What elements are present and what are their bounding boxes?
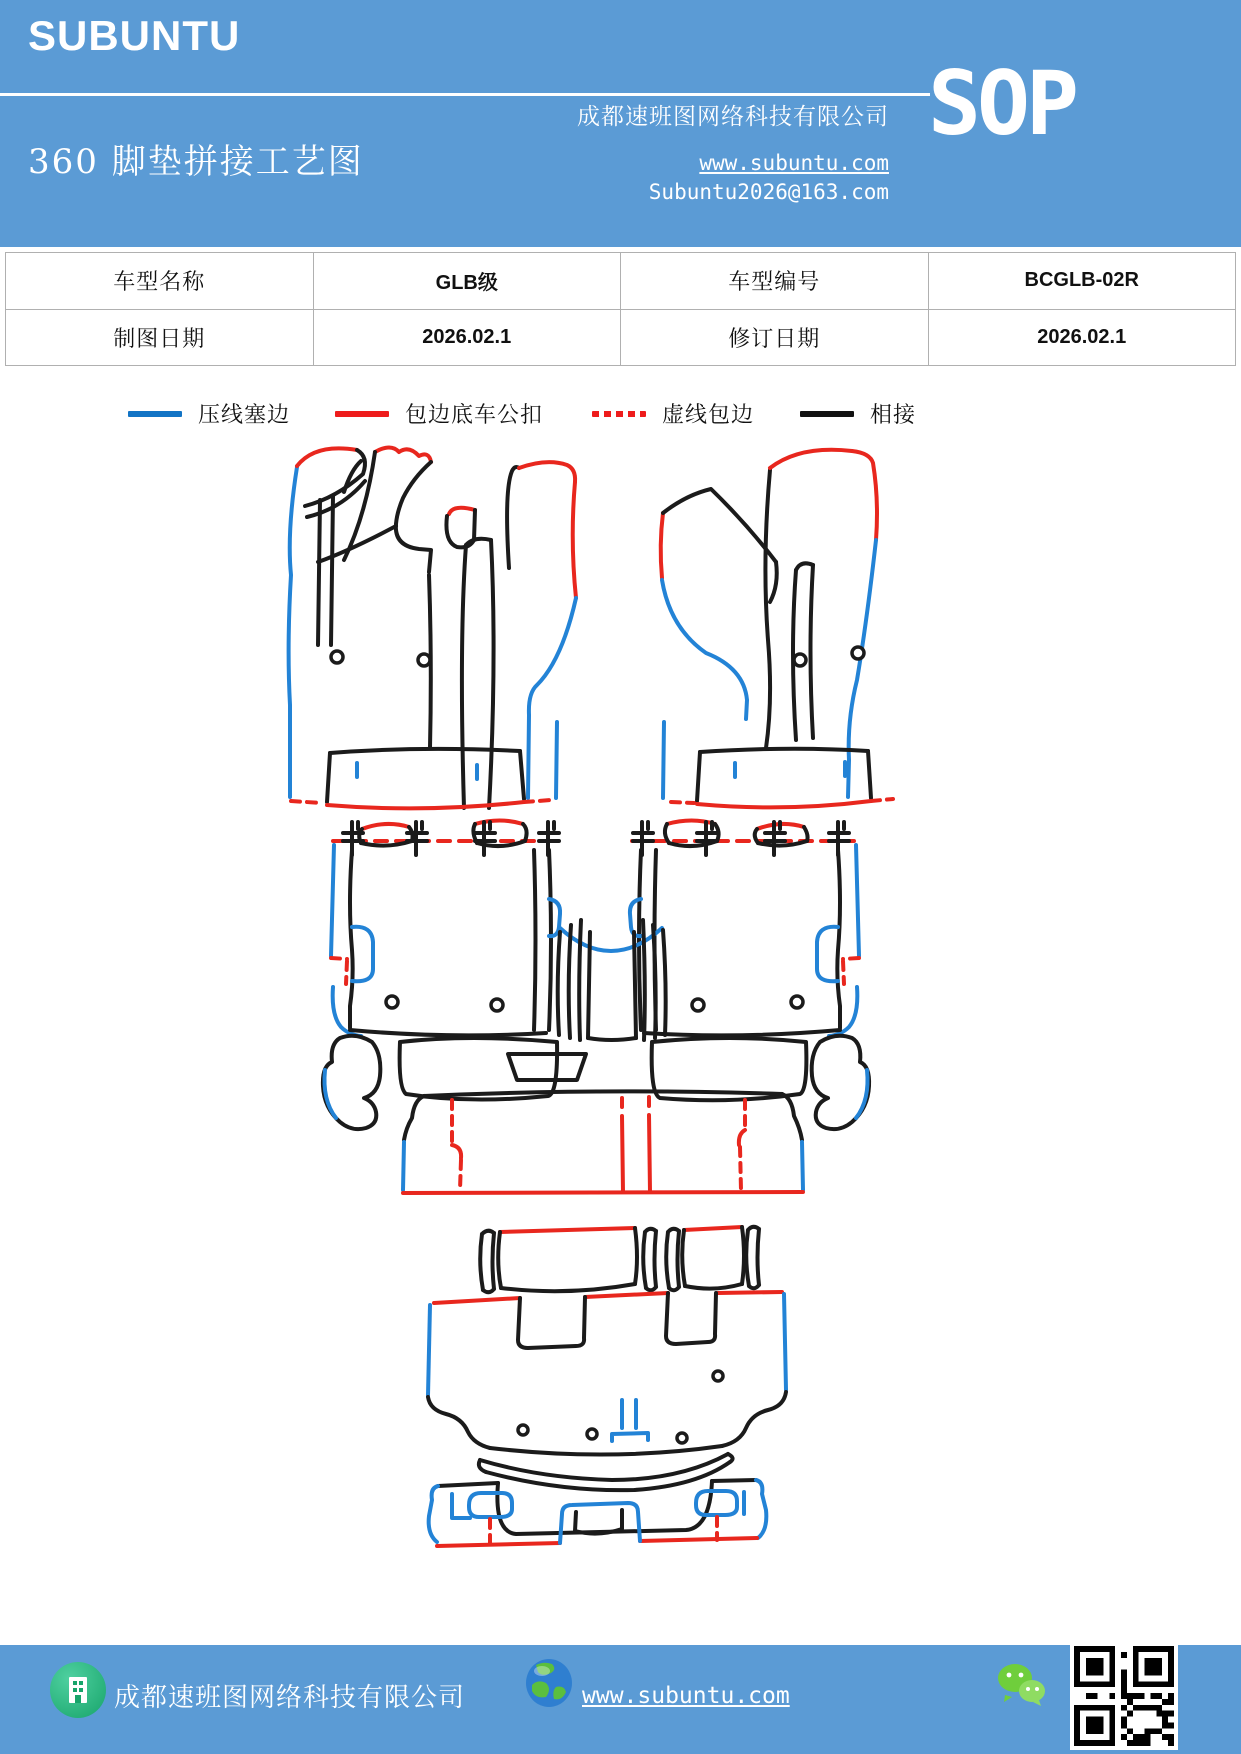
- legend-label: 压线塞边: [198, 403, 291, 428]
- legend-label: 包边底车公扣: [405, 403, 544, 428]
- sill-rails: [480, 1227, 759, 1293]
- left-wing: [323, 1036, 380, 1129]
- qr-code: [1070, 1642, 1178, 1750]
- third-row-strip: [403, 1091, 803, 1193]
- model-code-value: BCGLB-02R: [928, 253, 1236, 310]
- draw-date-value: 2026.02.1: [313, 309, 621, 366]
- model-code-label: 车型编号: [621, 253, 929, 310]
- front-right-mat: [661, 450, 893, 808]
- brand-logo: SUBUNTU: [28, 12, 241, 59]
- model-name-value: GLB级: [313, 253, 621, 310]
- building-icon: [65, 1675, 91, 1705]
- company-badge-icon: [50, 1662, 106, 1718]
- draw-date-label: 制图日期: [6, 309, 314, 366]
- revise-date-label: 修订日期: [621, 309, 929, 366]
- footer-company-name: 成都速班图网络科技有限公司: [114, 1683, 466, 1713]
- second-row-left-mat: [331, 821, 560, 1037]
- header-email: Subuntu2026@163.com: [648, 180, 889, 204]
- legend-label: 相接: [870, 403, 917, 428]
- trunk-mat-upper: [428, 1292, 786, 1490]
- revise-date-value: 2026.02.1: [928, 309, 1236, 366]
- center-tunnel: [558, 920, 666, 1040]
- right-wing: [812, 1036, 869, 1129]
- footer-website-link[interactable]: www.subuntu.com: [582, 1683, 790, 1709]
- sop-label: SOP: [928, 52, 1075, 155]
- page-title: 360 脚垫拼接工艺图: [28, 142, 364, 182]
- footer: [0, 1645, 1241, 1754]
- legend-label: 虚线包边: [662, 403, 755, 428]
- model-name-label: 车型名称: [6, 253, 314, 310]
- front-left-mat: [289, 448, 576, 809]
- wechat-icon: [995, 1661, 1047, 1709]
- globe-icon: [524, 1657, 574, 1709]
- header-company-name: 成都速班图网络科技有限公司: [577, 104, 889, 130]
- header-website-link[interactable]: www.subuntu.com: [699, 151, 889, 175]
